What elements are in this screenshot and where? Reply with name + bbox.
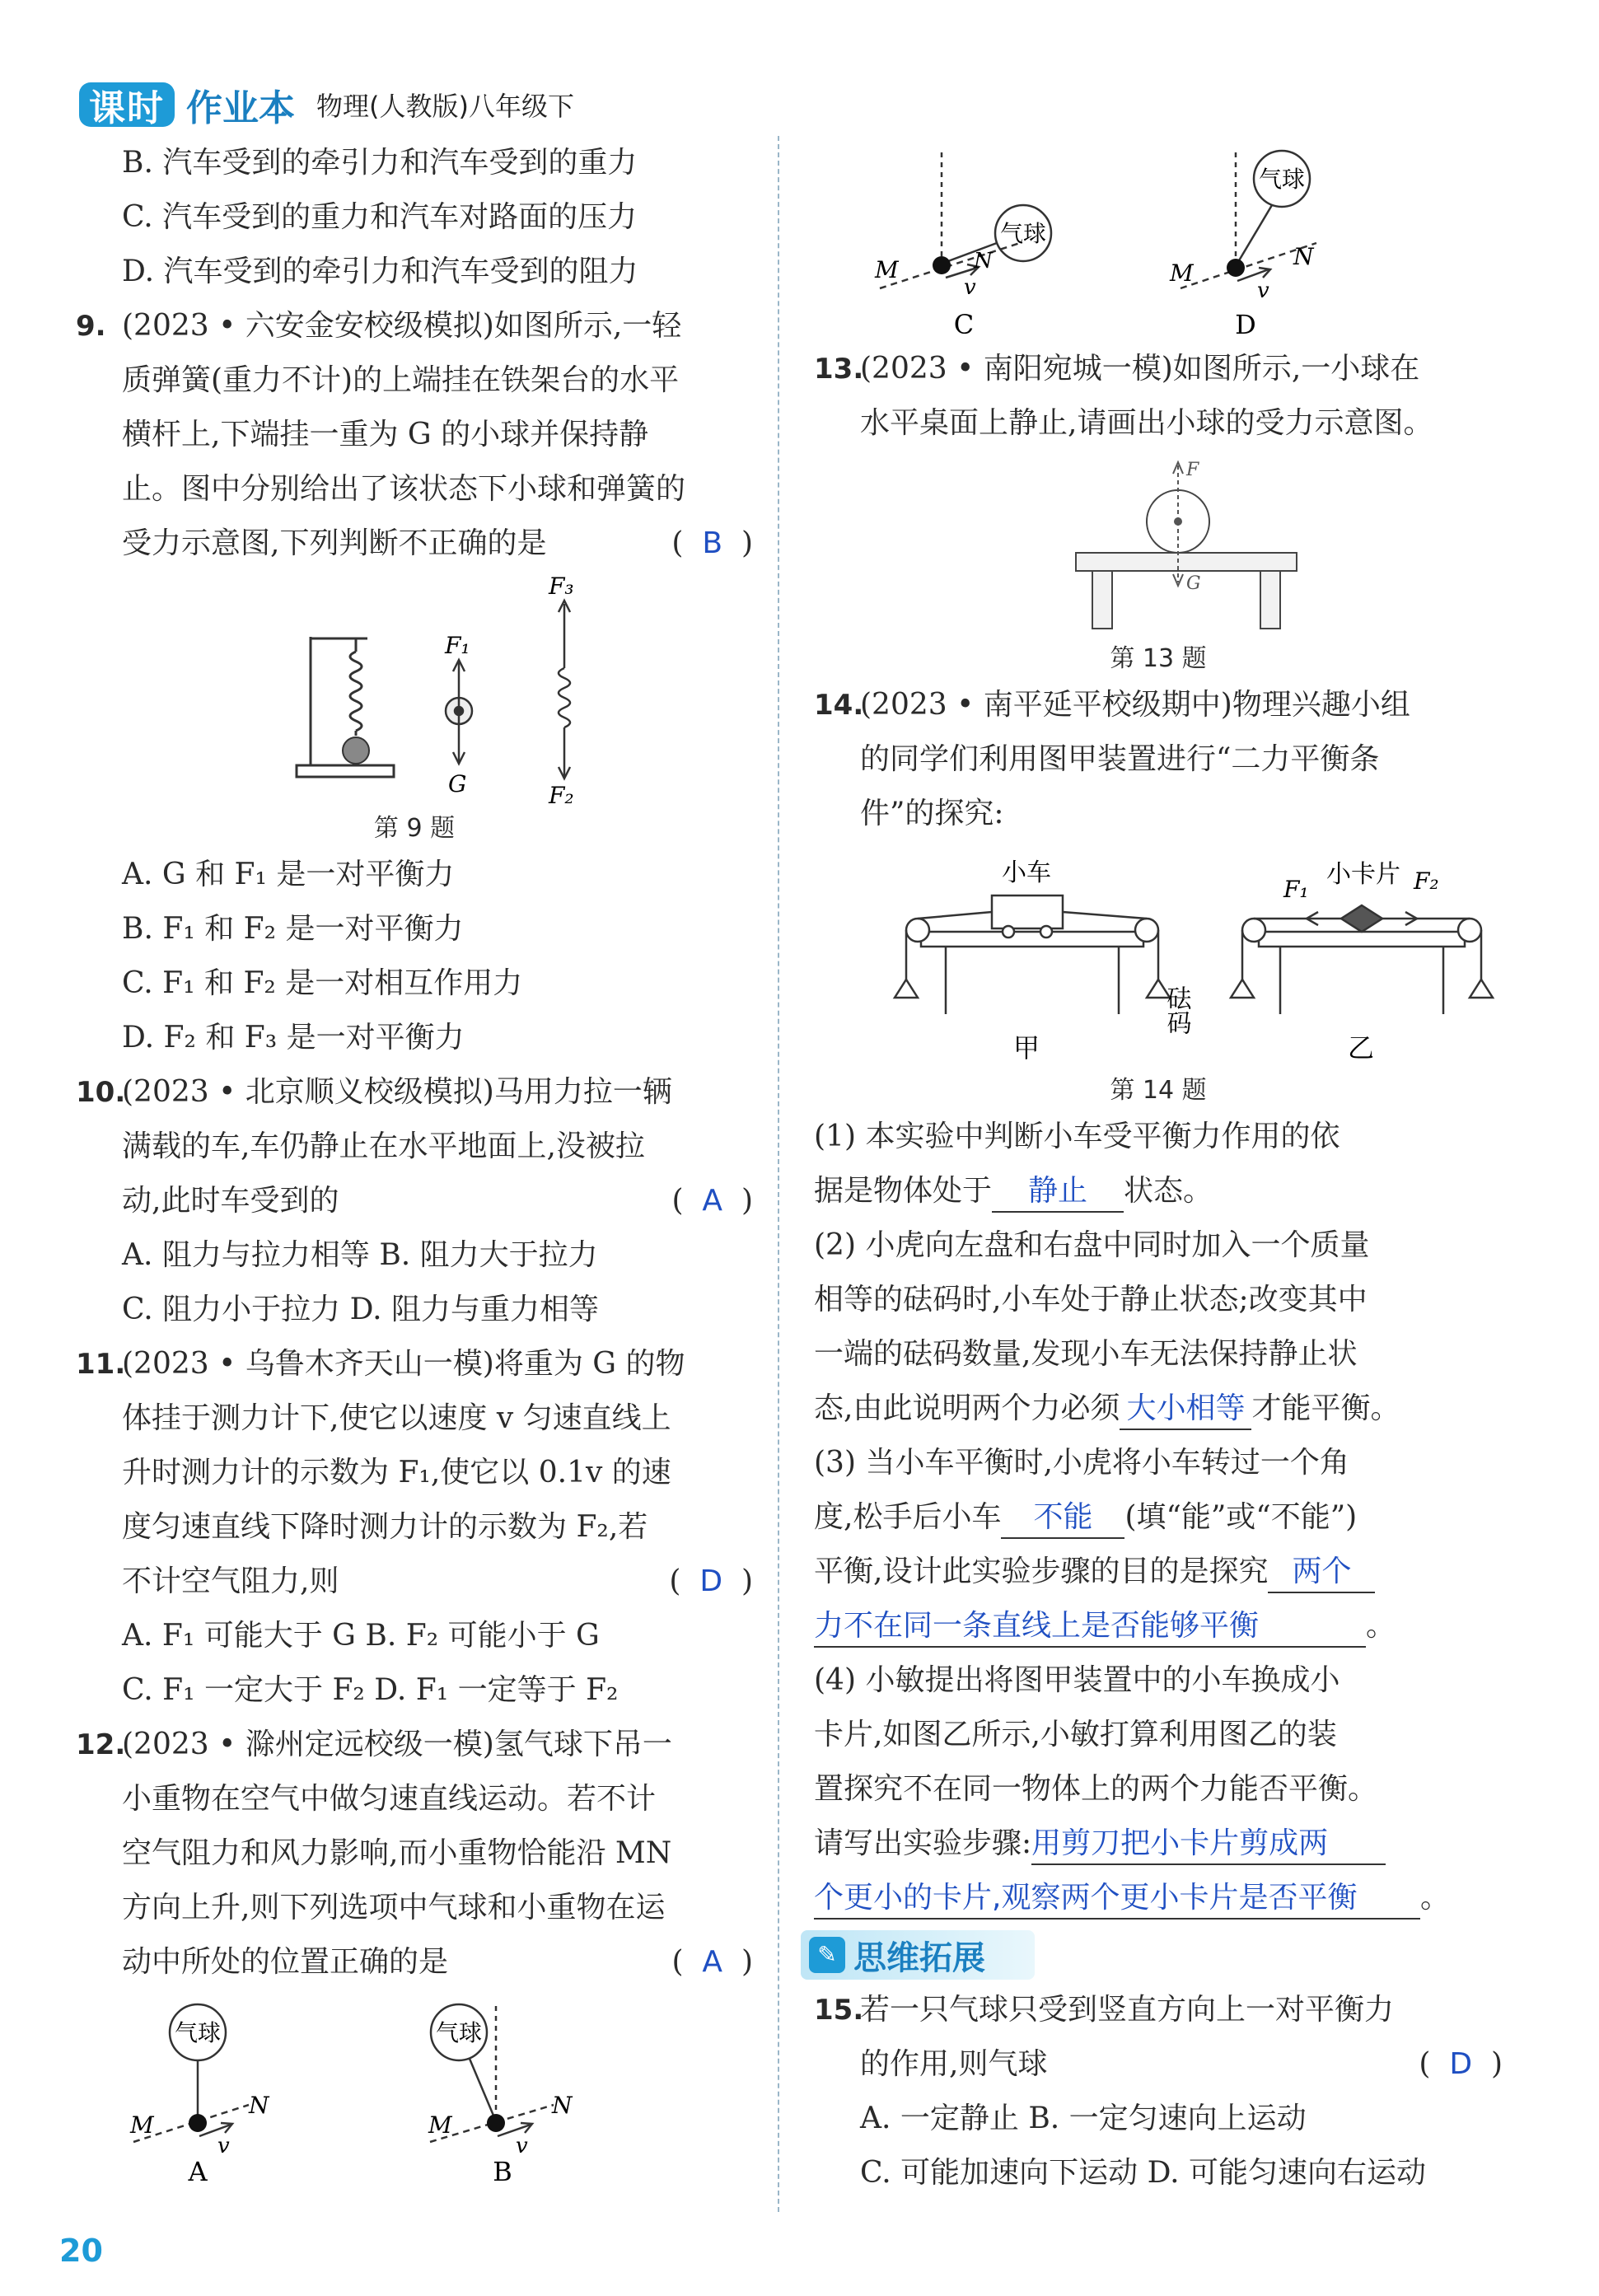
figure-jia-label: 甲 — [1012, 1032, 1040, 1064]
part-2-text: 一端的砝码数量,发现小车无法保持静止状 — [814, 1337, 1358, 1371]
answer-bracket: ( B ) — [671, 526, 753, 560]
part-2-text: (2) 小虎向左盘和右盘中同时加入一个质量 — [814, 1228, 1370, 1262]
answer-blank[interactable]: 不能 — [1001, 1498, 1124, 1539]
part-1-text: 状态。 — [1124, 1174, 1213, 1208]
option: C. 阻力小于拉力 D. 阻力与重力相等 — [122, 1293, 600, 1326]
option: A. 一定静止 B. 一定匀速向上运动 — [860, 2102, 1307, 2135]
question-text: (2023 • 北京顺义校级模拟)马用力拉一辆 — [122, 1075, 672, 1109]
force-label-G: G — [448, 770, 467, 797]
point-N-label: N — [552, 2092, 573, 2119]
force-label-F1: F₁ — [445, 632, 470, 659]
weight-dot — [933, 256, 951, 274]
logo-text: 课时 — [89, 87, 165, 129]
question-number: 15. — [814, 1994, 864, 2027]
question-13 — [814, 342, 1503, 678]
question-text: (2023 • 南平延平校级期中)物理兴趣小组 — [860, 688, 1410, 722]
section-title: 思维拓展 — [853, 1938, 985, 1977]
question-number: 10. — [76, 1076, 126, 1109]
question-text: (2023 • 南阳宛城一模)如图所示,一小球在 — [860, 352, 1420, 386]
force-label-G: G — [1186, 573, 1201, 594]
part-1-text: (1) 本实验中判断小车受平衡力作用的依 — [814, 1120, 1340, 1153]
question-text: 的作用,则气球 — [860, 2047, 1048, 2081]
question-number: 13. — [814, 353, 864, 386]
apparatus-jia — [895, 895, 1170, 1014]
option: A. G 和 F₁ 是一对平衡力 — [122, 858, 455, 891]
part-3-text: 度,松手后小车 — [814, 1500, 1002, 1534]
pencil-icon: ✎ — [809, 1937, 845, 1973]
part-2-text: 相等的砝码时,小车处于静止状态;改变其中 — [814, 1283, 1368, 1316]
answer-value: B — [702, 526, 723, 560]
brand-title: 作业本 — [186, 87, 295, 129]
answer-blank[interactable]: 大小相等 — [1120, 1389, 1251, 1430]
question-10 — [76, 1065, 753, 1337]
figure-caption: 第 9 题 — [373, 814, 456, 843]
balloon-label: 气球 — [174, 2019, 222, 2046]
force-label-F3: F₃ — [549, 573, 574, 600]
question-12 — [76, 1718, 753, 2187]
question-text: (2023 • 六安金安校级模拟)如图所示,一轻 — [122, 309, 682, 343]
point-M-label: M — [428, 2111, 452, 2139]
series-logo — [79, 82, 175, 127]
part-1-text: 据是物体处于 — [814, 1174, 993, 1208]
answer-blank[interactable]: 用剪刀把小卡片剪成两 — [1031, 1824, 1386, 1865]
answer-blank[interactable]: 个更小的卡片,观察两个更小卡片是否平衡 — [814, 1878, 1420, 1920]
option-C-label: C — [953, 309, 975, 340]
answer-value: D — [1449, 2047, 1473, 2081]
point-M-label: M — [130, 2111, 154, 2139]
figure-12-cd — [814, 136, 1503, 342]
ball-force-diagram — [446, 660, 472, 764]
weight-dot — [189, 2114, 207, 2132]
ball — [343, 737, 369, 764]
velocity-label: v — [1257, 278, 1269, 303]
force-label-F2: F₂ — [549, 782, 574, 809]
force-label-F1: F₁ — [1283, 876, 1309, 903]
option-A-label: A — [188, 2156, 208, 2187]
question-text: 质弹簧(重力不计)的上端挂在铁架台的水平 — [122, 363, 680, 397]
question-11 — [76, 1337, 753, 1718]
part-4-text: 请写出实验步骤: — [814, 1826, 1032, 1860]
point-M-label: M — [1170, 260, 1194, 287]
point-M-label: M — [875, 256, 899, 283]
card-label: 小卡片 — [1326, 860, 1400, 889]
question-number: 11. — [76, 1348, 126, 1381]
question-text: 件”的探究: — [860, 797, 1004, 830]
figure-caption: 第 14 题 — [1110, 1076, 1207, 1105]
question-14 — [814, 678, 1503, 1925]
question-text: 若一只气球只受到竖直方向上一对平衡力 — [860, 1993, 1395, 2027]
section-banner — [801, 1930, 1035, 1980]
figure-yi-label: 乙 — [1347, 1032, 1375, 1064]
answer-bracket: ( A ) — [671, 1184, 753, 1218]
part-4-text: 置探究不在同一物体上的两个力能否平衡。 — [814, 1772, 1378, 1806]
answer-blank[interactable]: 两个 — [1268, 1552, 1375, 1593]
figure-13 — [814, 451, 1503, 640]
question-text: 受力示意图,下列判断不正确的是 — [122, 526, 547, 560]
car-label: 小车 — [1002, 858, 1051, 887]
subject-title: 物理(人教版)八年级下 — [316, 91, 574, 122]
question-text: 升时测力计的示数为 F₁,使它以 0.1v 的速 — [122, 1456, 671, 1489]
part-3-text: (3) 当小车平衡时,小虎将小车转过一个角 — [814, 1446, 1349, 1480]
balloon-label: 气球 — [1258, 166, 1306, 193]
answer-bracket: ( D ) — [1419, 2047, 1503, 2081]
balloon-label: 气球 — [435, 2019, 483, 2046]
figure-caption: 第 13 题 — [1110, 644, 1207, 673]
part-4-text: 卡片,如图乙所示,小敏打算利用图乙的装 — [814, 1718, 1337, 1751]
question-text: 横杆上,下端挂一重为 G 的小球并保持静 — [122, 418, 649, 451]
figure-9 — [76, 571, 753, 810]
option: C. F₁ 一定大于 F₂ D. F₁ 一定等于 F₂ — [122, 1673, 619, 1707]
option: C. 可能加速向下运动 D. 可能匀速向右运动 — [860, 2156, 1427, 2190]
weight-dot — [1227, 259, 1245, 277]
answer-value: A — [702, 1184, 723, 1218]
velocity-label: v — [516, 2134, 528, 2158]
page-number: 20 — [59, 2233, 103, 2269]
question-text: 水平桌面上静止,请画出小球的受力示意图。 — [860, 406, 1433, 440]
option-B-label: B — [493, 2156, 512, 2187]
question-text: (2023 • 滁州定远校级一模)氢气球下吊一 — [122, 1728, 672, 1761]
column-divider — [778, 136, 779, 2212]
apparatus-yi — [1231, 905, 1493, 1014]
question-9 — [76, 299, 753, 1065]
figure-14 — [814, 841, 1503, 1072]
balloon-label: 气球 — [999, 220, 1047, 247]
left-column — [76, 136, 753, 2187]
question-text: 动中所处的位置正确的是 — [122, 1945, 449, 1979]
point-N-label: N — [249, 2092, 269, 2119]
option-D-label: D — [1235, 309, 1256, 340]
question-text: 满载的车,车仍静止在水平地面上,没被拉 — [122, 1129, 645, 1163]
answer-blank[interactable]: 静止 — [992, 1171, 1124, 1213]
part-2-text: 态,由此说明两个力必须 — [814, 1391, 1120, 1425]
part-3-text: 平衡,设计此实验步骤的目的是探究 — [814, 1555, 1269, 1588]
question-number: 12. — [76, 1728, 126, 1761]
page-header — [79, 76, 574, 133]
velocity-label: v — [217, 2134, 230, 2158]
answer-value: D — [699, 1564, 723, 1598]
weight-dot — [487, 2114, 505, 2132]
option: D. F₂ 和 F₃ 是一对平衡力 — [122, 1021, 465, 1054]
table-with-ball — [1076, 490, 1297, 629]
question-text: (2023 • 乌鲁木齐天山一模)将重为 G 的物 — [122, 1347, 685, 1381]
option: D. 汽车受到的牵引力和汽车受到的阻力 — [122, 255, 638, 288]
option: A. F₁ 可能大于 G B. F₂ 可能小于 G — [122, 1619, 600, 1653]
spring-force-diagram — [559, 601, 570, 779]
question-text: 止。图中分别给出了该状态下小球和弹簧的 — [122, 472, 686, 506]
part-3-text: 。 — [1366, 1609, 1396, 1643]
force-label-F: F — [1186, 460, 1199, 480]
question-text: 小重物在空气中做匀速直线运动。若不计 — [122, 1782, 657, 1816]
question-text: 度匀速直线下降时测力计的示数为 F₂,若 — [122, 1510, 648, 1544]
force-label-F2: F₂ — [1414, 867, 1439, 895]
velocity-label: v — [964, 275, 976, 300]
question-text: 不计空气阻力,则 — [122, 1564, 339, 1598]
answer-value: A — [702, 1945, 723, 1979]
question-text: 的同学们利用图甲装置进行“二力平衡条 — [860, 742, 1380, 776]
question-number: 14. — [814, 689, 864, 722]
point-N-label: N — [1293, 243, 1314, 270]
option: C. F₁ 和 F₂ 是一对相互作用力 — [122, 966, 523, 1000]
question-text: 空气阻力和风力影响,而小重物恰能沿 MN — [122, 1836, 672, 1870]
point-N-label: N — [974, 249, 993, 274]
part-4-text: 。 — [1420, 1881, 1451, 1915]
part-3-text: (填“能”或“不能”) — [1124, 1500, 1358, 1534]
answer-bracket: ( D ) — [669, 1564, 753, 1598]
figure-12-ab — [76, 1990, 753, 2187]
option: C. 汽车受到的重力和汽车对路面的压力 — [122, 200, 638, 234]
option: B. 汽车受到的牵引力和汽车受到的重力 — [122, 146, 638, 180]
question-text: 体挂于测力计下,使它以速度 v 匀速直线上 — [122, 1401, 671, 1435]
question-text: 动,此时车受到的 — [122, 1184, 339, 1218]
question-text: 方向上升,则下列选项中气球和小重物在运 — [122, 1891, 666, 1924]
answer-bracket: ( A ) — [671, 1945, 753, 1979]
part-4-text: (4) 小敏提出将图甲装置中的小车换成小 — [814, 1663, 1340, 1697]
weights-label: 砝码 — [1162, 985, 1191, 1035]
part-2-text: 才能平衡。 — [1251, 1391, 1400, 1425]
option: B. F₁ 和 F₂ 是一对平衡力 — [122, 912, 464, 946]
question-number: 9. — [76, 310, 106, 343]
question-8-options — [76, 136, 753, 299]
question-15 — [814, 1983, 1503, 2200]
answer-blank[interactable]: 力不在同一条直线上是否能够平衡 — [814, 1606, 1366, 1648]
option: A. 阻力与拉力相等 B. 阻力大于拉力 — [122, 1238, 598, 1272]
right-column — [814, 136, 1503, 2200]
